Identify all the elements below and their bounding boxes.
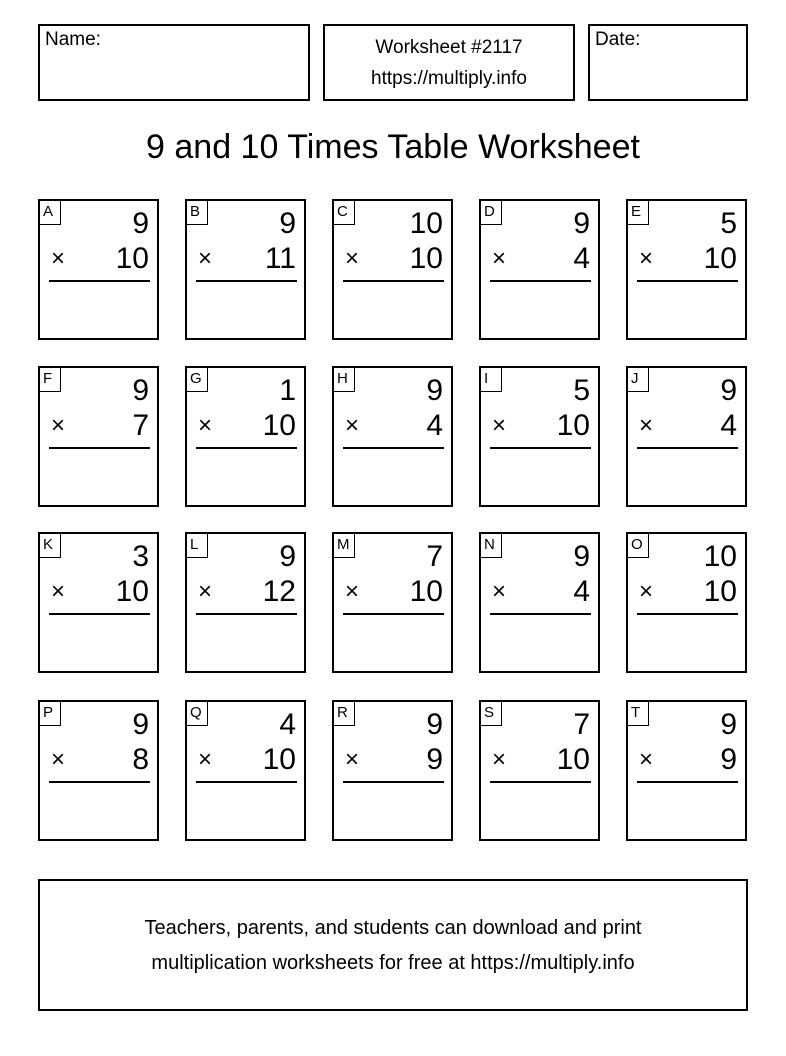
multiplicand: 3 <box>132 540 149 573</box>
problem-card[interactable] <box>626 366 747 507</box>
multiplier: 10 <box>262 743 296 776</box>
problem-card[interactable] <box>185 532 306 673</box>
worksheet-info-box <box>323 24 575 101</box>
times-sign: × <box>345 412 360 439</box>
problem-label: A <box>40 201 61 225</box>
multiplier: 4 <box>426 409 443 442</box>
answer-line <box>196 447 297 449</box>
multiplier: 10 <box>556 743 590 776</box>
problem-label: S <box>481 702 502 726</box>
footer-text-line-2: multiplication worksheets for free at https://multiply.info <box>151 952 635 974</box>
problem-card[interactable] <box>626 700 747 841</box>
times-sign: × <box>345 578 360 605</box>
times-sign: × <box>345 746 360 773</box>
problem-card[interactable] <box>479 532 600 673</box>
times-sign: × <box>492 746 507 773</box>
multiplicand: 9 <box>279 540 296 573</box>
name-label: Name: <box>45 29 101 50</box>
multiplier: 8 <box>132 743 149 776</box>
multiplicand: 9 <box>426 708 443 741</box>
problem-card[interactable] <box>38 700 159 841</box>
times-sign: × <box>345 245 360 272</box>
problem-label: R <box>334 702 355 726</box>
multiplier: 4 <box>720 409 737 442</box>
multiplier: 10 <box>556 409 590 442</box>
problem-card[interactable] <box>626 532 747 673</box>
answer-line <box>343 280 444 282</box>
multiplicand: 9 <box>573 540 590 573</box>
answer-line <box>343 781 444 783</box>
problem-label: F <box>40 368 61 392</box>
problem-label: J <box>628 368 649 392</box>
answer-line <box>49 613 150 615</box>
times-sign: × <box>51 578 66 605</box>
date-label: Date: <box>595 29 641 50</box>
multiplier: 9 <box>720 743 737 776</box>
multiplicand: 5 <box>720 207 737 240</box>
times-sign: × <box>492 245 507 272</box>
times-sign: × <box>51 412 66 439</box>
answer-line <box>637 613 738 615</box>
problem-card[interactable] <box>626 199 747 340</box>
footer-text-line-1: Teachers, parents, and students can download and print <box>144 917 642 939</box>
problem-label: L <box>187 534 208 558</box>
multiplicand: 9 <box>132 374 149 407</box>
answer-line <box>49 280 150 282</box>
problem-card[interactable] <box>332 199 453 340</box>
problem-card[interactable] <box>185 700 306 841</box>
multiplier: 4 <box>573 575 590 608</box>
multiplier: 10 <box>409 242 443 275</box>
answer-line <box>196 613 297 615</box>
problem-label: H <box>334 368 355 392</box>
times-sign: × <box>639 412 654 439</box>
multiplicand: 1 <box>279 374 296 407</box>
multiplier: 7 <box>132 409 149 442</box>
multiplier: 11 <box>264 242 296 275</box>
problem-label: O <box>628 534 649 558</box>
times-sign: × <box>51 245 66 272</box>
multiplicand: 9 <box>426 374 443 407</box>
times-sign: × <box>198 578 213 605</box>
times-sign: × <box>639 245 654 272</box>
multiplier: 10 <box>409 575 443 608</box>
problem-card[interactable] <box>479 199 600 340</box>
page-title: 9 and 10 Times Table Worksheet <box>146 128 640 166</box>
problem-card[interactable] <box>479 700 600 841</box>
answer-line <box>196 781 297 783</box>
multiplicand: 9 <box>720 708 737 741</box>
problem-card[interactable] <box>332 366 453 507</box>
times-sign: × <box>492 578 507 605</box>
answer-line <box>49 781 150 783</box>
multiplier: 12 <box>262 575 296 608</box>
multiplicand: 9 <box>720 374 737 407</box>
answer-line <box>637 781 738 783</box>
times-sign: × <box>51 746 66 773</box>
answer-line <box>637 280 738 282</box>
worksheet-number: Worksheet #2117 <box>375 37 523 58</box>
multiplier: 10 <box>115 242 149 275</box>
multiplicand: 5 <box>573 374 590 407</box>
problem-label: E <box>628 201 649 225</box>
name-field-box[interactable] <box>38 24 310 101</box>
problem-label: N <box>481 534 502 558</box>
answer-line <box>343 613 444 615</box>
problem-card[interactable] <box>185 199 306 340</box>
times-sign: × <box>492 412 507 439</box>
problem-label: T <box>628 702 649 726</box>
multiplicand: 7 <box>426 540 443 573</box>
times-sign: × <box>639 578 654 605</box>
multiplier: 9 <box>426 743 443 776</box>
answer-line <box>343 447 444 449</box>
answer-line <box>490 280 591 282</box>
answer-line <box>490 781 591 783</box>
multiplicand: 9 <box>279 207 296 240</box>
multiplier: 10 <box>703 242 737 275</box>
times-sign: × <box>198 412 213 439</box>
multiplier: 4 <box>573 242 590 275</box>
date-field-box[interactable] <box>588 24 748 101</box>
problem-label: B <box>187 201 208 225</box>
problem-label: G <box>187 368 208 392</box>
multiplicand: 9 <box>132 207 149 240</box>
times-sign: × <box>198 245 213 272</box>
problem-label: M <box>334 534 355 558</box>
answer-line <box>637 447 738 449</box>
problem-card[interactable] <box>38 532 159 673</box>
times-sign: × <box>198 746 213 773</box>
multiplicand: 9 <box>573 207 590 240</box>
problem-card[interactable] <box>185 366 306 507</box>
footer-box <box>38 879 748 1011</box>
multiplier: 10 <box>115 575 149 608</box>
problem-card[interactable] <box>332 700 453 841</box>
worksheet-website: https://multiply.info <box>371 68 527 89</box>
problem-card[interactable] <box>38 199 159 340</box>
multiplicand: 4 <box>279 708 296 741</box>
multiplicand: 10 <box>703 540 737 573</box>
problem-card[interactable] <box>38 366 159 507</box>
answer-line <box>49 447 150 449</box>
problem-label: Q <box>187 702 208 726</box>
problem-label: K <box>40 534 61 558</box>
problem-card[interactable] <box>332 532 453 673</box>
answer-line <box>196 280 297 282</box>
problem-label: D <box>481 201 502 225</box>
problem-label: P <box>40 702 61 726</box>
multiplicand: 9 <box>132 708 149 741</box>
multiplicand: 10 <box>409 207 443 240</box>
multiplier: 10 <box>703 575 737 608</box>
problem-label: I <box>481 368 502 392</box>
answer-line <box>490 613 591 615</box>
times-sign: × <box>639 746 654 773</box>
multiplicand: 7 <box>573 708 590 741</box>
answer-line <box>490 447 591 449</box>
problem-card[interactable] <box>479 366 600 507</box>
problem-label: C <box>334 201 355 225</box>
multiplier: 10 <box>262 409 296 442</box>
